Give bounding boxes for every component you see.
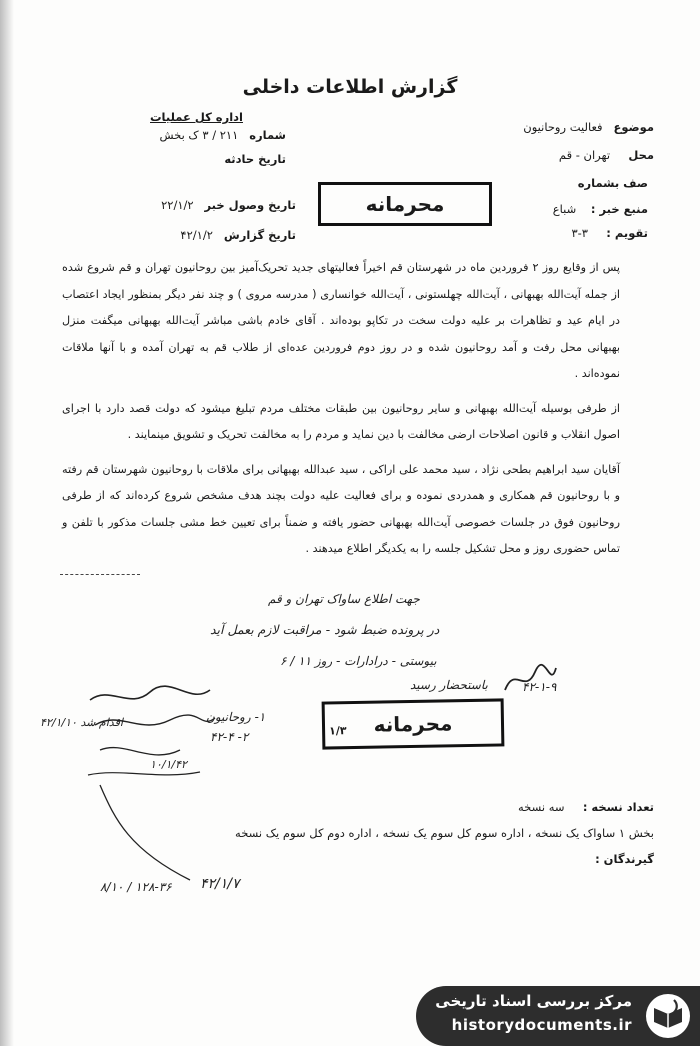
subject-value: فعالیت روحانیون xyxy=(523,120,603,134)
paper-edge-shadow xyxy=(0,0,14,1046)
office-value: اداره کل عملیات xyxy=(150,110,243,124)
copies-field xyxy=(518,800,654,814)
recipients-value: بخش ۱ ساواک یک نسخه ، اداره سوم کل سوم یک نسخه ، اداره دوم کل سوم یک نسخه xyxy=(235,826,654,840)
subject-label: موضوع xyxy=(613,120,654,134)
confidential-stamp-2-text: محرمانه xyxy=(373,711,453,737)
evaluation-label: تقویم : xyxy=(606,226,648,240)
watermark-org-name: مرکز بررسی اسناد تاریخی xyxy=(435,992,632,1010)
end-line xyxy=(60,574,140,575)
handwritten-date-1: ۴۲-۱-۹ xyxy=(522,680,557,694)
handwritten-date-2: ۴۲/۱/۷ xyxy=(200,876,240,892)
report-body xyxy=(62,255,620,571)
copies-label: تعداد نسخه : xyxy=(582,800,654,814)
confidential-stamp-2 xyxy=(322,698,505,749)
number-label: شماره xyxy=(249,128,286,142)
source-value: شباع xyxy=(552,202,577,216)
source-field xyxy=(553,202,648,216)
received-date-field xyxy=(106,198,296,212)
subject-field xyxy=(523,120,654,134)
signature-number-label: صف بشماره xyxy=(577,176,648,190)
office-field xyxy=(150,110,243,124)
signature-scribble-left xyxy=(80,680,220,790)
number-value: ۲۱۱ / ۳ ک بخش xyxy=(159,128,239,142)
incident-date-label: تاریخ حادثه xyxy=(224,152,286,166)
recipients-label: گیرندگان : xyxy=(595,852,654,866)
incident-date-field xyxy=(106,152,286,166)
copies-value: سه نسخه xyxy=(518,800,565,814)
handwritten-note-9: ۱۰/۱/۴۲ xyxy=(150,758,187,771)
report-date-label: تاریخ گزارش xyxy=(223,228,296,242)
stamp-2-number: ۱/۳ xyxy=(328,724,347,738)
received-date-value: ۲۲/۱/۲ xyxy=(161,198,194,212)
handwritten-note-1: جهت اطلاع ساواک تهران و قم xyxy=(268,592,420,606)
location-field xyxy=(559,148,654,162)
document-title: گزارش اطلاعات داخلی xyxy=(242,76,458,98)
recipients-field xyxy=(595,852,654,866)
recipients-value-field xyxy=(154,826,654,840)
report-date-value: ۴۲/۱/۲ xyxy=(180,228,213,242)
number-field xyxy=(106,128,286,142)
location-value: تهران - قم xyxy=(558,148,611,162)
handwritten-note-3: بیوستی - درادارات - روز ۱۱ / ۶ xyxy=(280,654,437,668)
signature-number-field xyxy=(578,176,648,190)
evaluation-field xyxy=(571,226,648,240)
body-paragraph-2: از طرفی بوسیله آیت‌الله بهبهانی و سایر روحانیون بین طبقات مختلف مردم تبلیغ میشود که دولت قصد دارد با اجرای اصول انقلاب و قانون اصلاحات ارضی مخالفت با دین نماید و مردم را به مخالفت تحریک و تشویق مینمایند . xyxy=(62,401,620,441)
body-paragraph-3: آقایان سید ابراهیم بطحی نژاد ، سید محمد علی اراکی ، سید عبدالله بهبهانی برای ملاقات با روحانیون شهرستان قم رفته و با روحانیون قم همکاری و همدردی نموده و برای فعالیت علیه دولت بچند هدف مشخص شروع کرده‌اند که از طرفی روحانیون فوق در جلسات خصوصی آیت‌الله بهبهانی حضور یافته و ضمناً برای تعیین خط مشی جلسات مذکور با تلفن و تماس حضوری روز و محل تشکیل جلسه را به یکدیگر اطلاع میدهند . xyxy=(62,462,620,555)
handwritten-note-4: باستحضار رسید xyxy=(410,678,488,692)
confidential-stamp: محرمانه xyxy=(318,182,492,226)
watermark-url[interactable]: historydocuments.ir xyxy=(451,1016,632,1034)
body-paragraph-1: پس از وقایع روز ۲ فروردین ماه در شهرستان قم اخیراً فعالیتهای جدید تحریک‌آمیز بین روحانیون تهران و قم شروع شده از جمله آیت‌الله بهبهانی ، آیت‌الله چهلستونی ، آیت‌الله خوانساری ( مدرسه مروی ) و چند نفر دیگر بمنظور ایجاد اعتصاب در ایام عید و تظاهرات بر علیه دولت سخت در تکاپو بوده‌اند . آقای خادم باشی مباشر آیت‌الله بهبهانی میگفت منزل بهبهانی محل رفت و آمد روحانیون شده و در روز دوم فروردین عده‌ای از طلاب قم به تهران آمده و با آنها ملاقات نموده‌اند . xyxy=(62,261,620,380)
source-label: منبع خبر : xyxy=(590,202,648,216)
location-label: محل xyxy=(628,148,654,162)
handwritten-note-7: ۲- ۴۲-۴ xyxy=(210,730,249,744)
evaluation-value: ۳-۳ xyxy=(571,226,588,240)
watermark-banner xyxy=(416,986,700,1046)
signature-scribble-right xyxy=(500,660,560,700)
received-date-label: تاریخ وصول خبر xyxy=(204,198,296,212)
handwritten-note-6: ۱- روحانیون xyxy=(206,710,266,724)
handwritten-note-2: در پرونده ضبط شود - مراقبت لازم بعمل آید xyxy=(210,622,440,637)
report-date-field xyxy=(106,228,296,242)
handwritten-file-number: ۱۲۸-۳۶ / ۸/۱۰ xyxy=(100,880,172,894)
handwritten-note-8: اقدام شد ۴۲/۱/۱۰ xyxy=(40,716,123,729)
book-quill-icon xyxy=(644,992,692,1040)
